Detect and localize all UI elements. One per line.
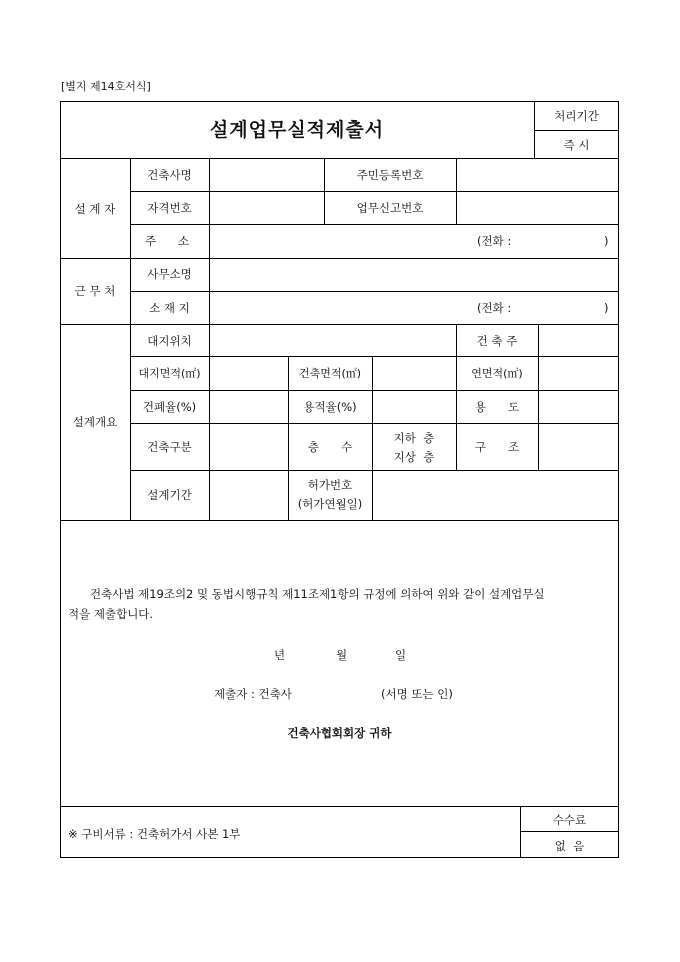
office-phone-field[interactable] xyxy=(520,292,600,323)
business-report-number-field[interactable] xyxy=(457,192,618,223)
office-location-field[interactable] xyxy=(210,292,470,323)
designer-address-label: 주 소 xyxy=(145,234,190,248)
designer-address-field[interactable] xyxy=(210,225,470,257)
use-field[interactable] xyxy=(539,391,618,422)
site-area-field[interactable] xyxy=(210,357,287,389)
site-location-field[interactable] xyxy=(210,325,455,355)
office-phone-label: (전화 : xyxy=(477,301,512,315)
resident-number-field[interactable] xyxy=(457,159,618,190)
addressee: 건축사협회회장 귀하 xyxy=(287,726,392,740)
designer-section-label: 설 계 자 xyxy=(74,202,116,216)
coverage-ratio-field[interactable] xyxy=(210,391,287,422)
date-year-label: 년 xyxy=(274,648,286,662)
building-area-field[interactable] xyxy=(373,357,455,389)
designer-phone-close: ) xyxy=(604,234,609,248)
business-report-number-label: 업무신고번호 xyxy=(356,201,424,215)
owner-field[interactable] xyxy=(539,325,618,355)
building-type-field[interactable] xyxy=(210,424,287,469)
designer-phone-label: (전화 : xyxy=(477,234,512,248)
floors-label: 층 수 xyxy=(307,440,353,454)
page-title: 설계업무실적제출서 xyxy=(209,119,385,141)
permit-number-label: 허가번호 xyxy=(307,478,353,492)
designer-phone-field[interactable] xyxy=(520,225,600,257)
license-number-field[interactable] xyxy=(210,192,323,223)
processing-period-value: 즉 시 xyxy=(563,138,590,152)
building-area-label: 건축면적(㎡) xyxy=(298,367,362,380)
building-type-label: 건축구분 xyxy=(147,440,192,454)
architect-name-field[interactable] xyxy=(210,159,323,190)
structure-label: 구 조 xyxy=(474,440,520,454)
resident-number-label: 주민등록번호 xyxy=(356,168,424,182)
use-label: 용 도 xyxy=(474,400,520,414)
structure-field[interactable] xyxy=(539,424,618,469)
license-number-label: 자격번호 xyxy=(147,201,192,215)
above-ground-floors[interactable]: 지상 층 xyxy=(393,450,435,464)
design-period-label: 설계기간 xyxy=(147,488,192,502)
statement-body-line2: 적을 제출합니다. xyxy=(68,607,154,621)
statement-body-line1: 건축사법 제19조의2 및 동법시행규칙 제11조제1항의 규정에 의하여 위와 같이 설계업무실 xyxy=(90,587,545,601)
permit-number-field[interactable] xyxy=(373,471,618,519)
signature-label: (서명 또는 인) xyxy=(381,687,453,701)
design-period-field[interactable] xyxy=(210,471,287,519)
office-name-field[interactable] xyxy=(210,259,618,290)
date-month-label: 월 xyxy=(336,648,348,662)
processing-period-label: 처리기간 xyxy=(554,109,599,123)
permit-date-label: (허가연월일) xyxy=(297,497,363,511)
total-floor-area-label: 연면적(㎡) xyxy=(471,367,523,380)
coverage-ratio-label: 건폐율(%) xyxy=(142,400,197,414)
total-floor-area-field[interactable] xyxy=(539,357,618,389)
date-day-label: 일 xyxy=(395,648,407,662)
owner-label: 건 축 주 xyxy=(476,334,518,348)
basement-floors[interactable]: 지하 층 xyxy=(393,431,435,445)
form-number: [별지 제14호서식] xyxy=(61,80,151,93)
office-section-label: 근 무 처 xyxy=(74,284,116,298)
floor-area-ratio-field[interactable] xyxy=(373,391,455,422)
office-phone-close: ) xyxy=(604,301,609,315)
overview-section-label: 설계개요 xyxy=(72,415,118,429)
floor-area-ratio-label: 용적율(%) xyxy=(303,400,357,414)
fee-label: 수수료 xyxy=(552,813,587,827)
fee-value: 없 음 xyxy=(554,839,585,853)
required-documents: ※ 구비서류 : 건축허가서 사본 1부 xyxy=(68,827,241,841)
architect-name-label: 건축사명 xyxy=(147,168,192,182)
site-area-label: 대지면적(㎡) xyxy=(138,367,201,380)
site-location-label: 대지위치 xyxy=(147,334,192,348)
submitter-label: 제출자 : 건축사 xyxy=(214,687,292,701)
office-location-label: 소 재 지 xyxy=(149,301,190,315)
office-name-label: 사무소명 xyxy=(147,267,192,281)
